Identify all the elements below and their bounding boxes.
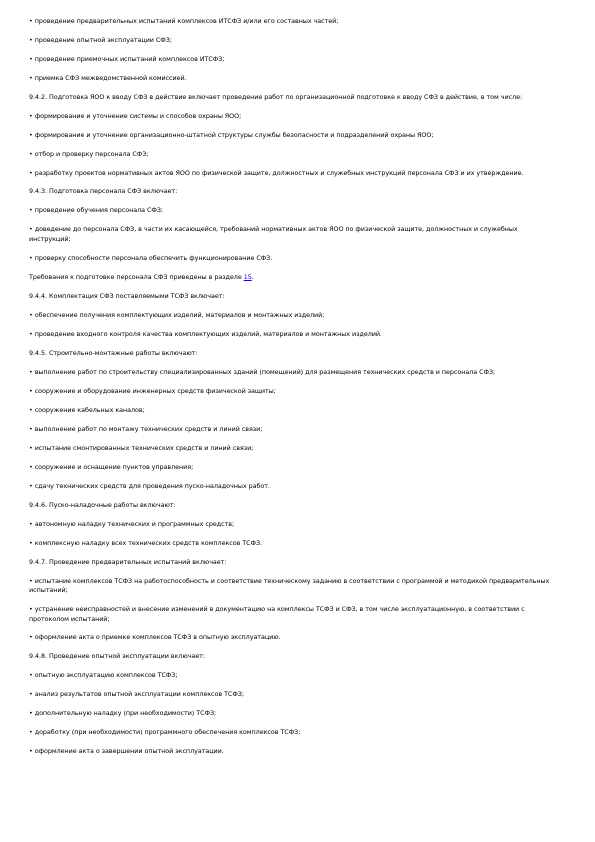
section-link[interactable]: 15	[243, 272, 252, 281]
paragraph: 9.4.6. Пуско-наладочные работы включают:	[29, 500, 176, 509]
paragraph: • комплексную наладку всех технических средств комплексов ТСФЗ.	[29, 538, 263, 547]
paragraph: • сооружение кабельных каналов;	[29, 405, 145, 414]
paragraph: • доработку (при необходимости) программного обеспечения комплексов ТСФЗ;	[29, 728, 301, 737]
paragraph: • формирование и уточнение организационно-штатной структуры службы безопасности и подразделений охраны ЯОО;	[29, 130, 434, 139]
paragraph: • оформление акта о приемке комплексов ТСФЗ в опытную эксплуатацию.	[29, 633, 281, 642]
paragraph: • оформление акта о завершении опытной эксплуатации.	[29, 747, 224, 756]
paragraph: • отбор и проверку персонала СФЗ;	[29, 149, 149, 158]
paragraph: • сооружение и оснащение пунктов управления;	[29, 462, 194, 471]
paragraph: • анализ результатов опытной эксплуатации комплексов ТСФЗ;	[29, 690, 244, 699]
paragraph: • проведение входного контроля качества комплектующих изделий, материалов и монтажных изделий.	[29, 329, 382, 338]
paragraph: 9.4.8. Проведение опытной эксплуатации включает:	[29, 652, 205, 661]
paragraph: • сдачу технических средств для проведения пуско-наладочных работ.	[29, 481, 270, 490]
paragraph: • дополнительную наладку (при необходимости) ТСФЗ;	[29, 709, 217, 718]
paragraph: • выполнение работ по монтажу технических средств и линий связи;	[29, 424, 263, 433]
paragraph: • проведение приемочных испытаний комплексов ИТСФЗ;	[29, 54, 225, 63]
paragraph: • автономную наладку технических и программных средств;	[29, 519, 235, 528]
paragraph: • приемка СФЗ межведомственной комиссией.	[29, 73, 187, 82]
paragraph: • обеспечение получения комплектующих изделий, материалов и монтажных изделий;	[29, 310, 325, 319]
paragraph: • выполнение работ по строительству специализированных зданий (помещений) для размещения технических средств и персонала СФЗ;	[29, 367, 496, 376]
paragraph-text: .	[251, 272, 254, 281]
paragraph: • разработку проектов нормативных актов ЯОО по физической защите, должностных и служебных инструкций персонала СФЗ и их утверждение.	[29, 168, 524, 177]
paragraph: • формирование и уточнение системы и способов охраны ЯОО;	[29, 111, 242, 120]
paragraph: • устранение неисправностей и внесение изменений в документацию на комплексы ТСФЗ и СФЗ, в том числе эксплуатационную, в соответствии с протоколом испытаний;	[29, 604, 525, 623]
paragraph-text: Требования к подготовке персонала СФЗ приведены в разделе	[29, 272, 244, 281]
paragraph: 9.4.4. Комплектация СФЗ поставляемыми ТСФЗ включает:	[29, 291, 225, 300]
paragraph	[29, 273, 559, 283]
paragraph: • проведение обучения персонала СФЗ;	[29, 206, 163, 215]
paragraph: • испытание комплексов ТСФЗ на работоспособность и соответствие техническому заданию в соответствии с программой и методикой предварительных испытаний;	[29, 576, 550, 595]
paragraph: 9.4.3. Подготовка персонала СФЗ включает:	[29, 187, 178, 196]
paragraph: • проверку способности персонала обеспечить функционирование СФЗ.	[29, 253, 273, 262]
paragraph: 9.4.7. Проведение предварительных испытаний включает:	[29, 557, 227, 566]
paragraph: • проведение опытной эксплуатации СФЗ;	[29, 35, 172, 44]
paragraph: • испытание смонтированных технических средств и линий связи;	[29, 443, 254, 452]
paragraph: • доведение до персонала СФЗ, в части их касающейся, требований нормативных актов ЯОО по физической защите, должностных и служебных инструкций;	[29, 225, 518, 244]
paragraph: • опытную эксплуатацию комплексов ТСФЗ;	[29, 671, 178, 680]
paragraph: 9.4.2. Подготовка ЯОО к вводу СФЗ в действие включает проведение работ по организационной подготовке к вводу СФЗ в действие, в том числе:	[29, 92, 523, 101]
paragraph: • сооружение и оборудование инженерных средств физической защиты;	[29, 386, 276, 395]
document-page	[29, 17, 559, 766]
paragraph: • проведение предварительных испытаний комплексов ИТСФЗ и/или его составных частей;	[29, 17, 339, 25]
paragraph: 9.4.5. Строительно-монтажные работы включают:	[29, 348, 198, 357]
